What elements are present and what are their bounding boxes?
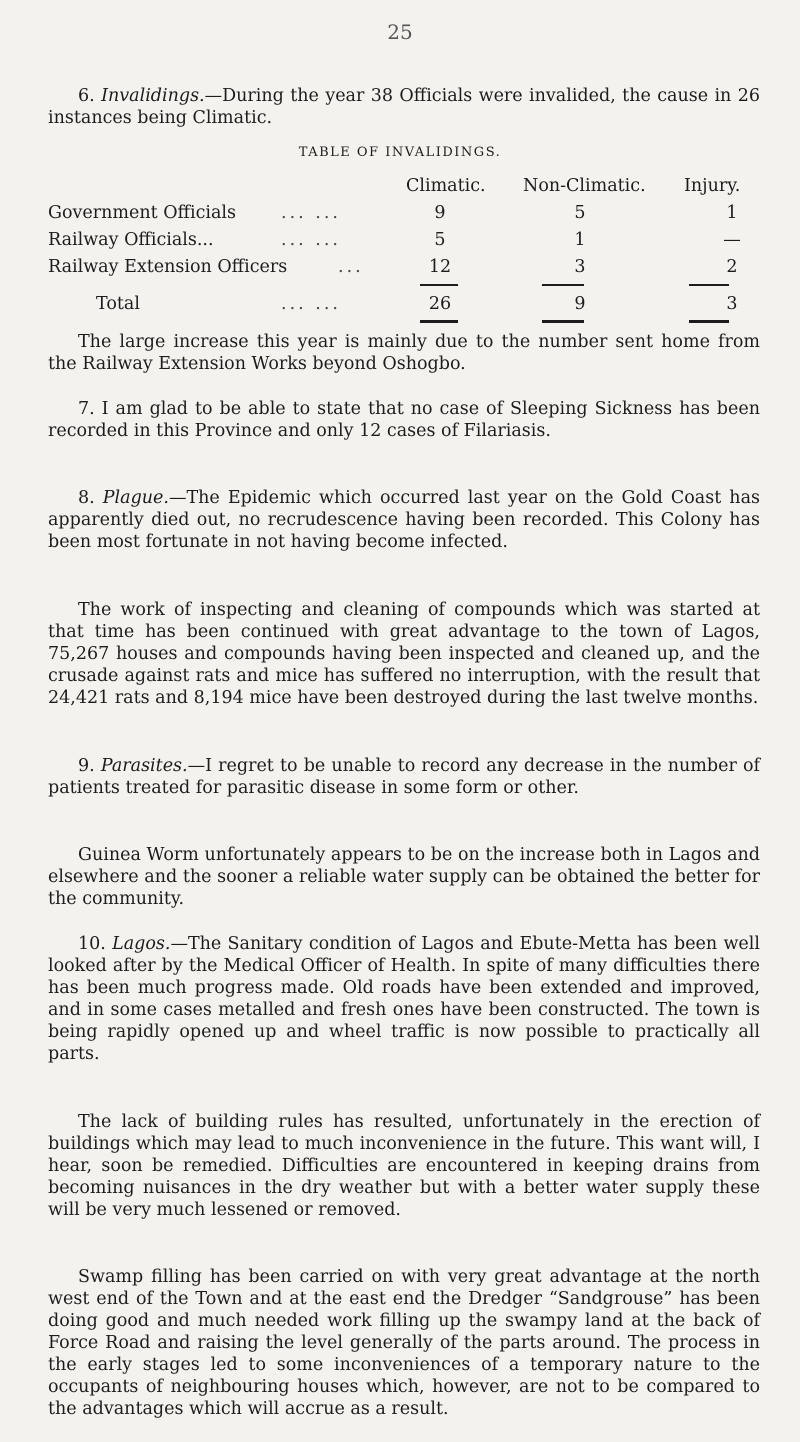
total-non-climatic: 9 <box>574 294 586 314</box>
plague-paragraph-2: The work of inspecting and cleaning of compounds which was started at that time has been continued with great advantage to the town of Lagos, 75,267 houses and compounds having been inspected and cleaned up, and the crusade against rats and mice has suffered no interruption, with the result that 24,421 rats and 8,194 mice have been destroyed during the last twelve months. <box>48 600 760 708</box>
cell-non-climatic: 1 <box>574 230 586 250</box>
section-9-parasites <box>48 755 760 799</box>
page-number: 25 <box>387 20 413 44</box>
section-number: 9. <box>78 756 95 776</box>
row-label: Government Officials <box>48 203 236 223</box>
cell-climatic: 12 <box>428 257 452 277</box>
section-number: 10. <box>78 934 106 954</box>
col-header-non-climatic: Non-Climatic. <box>523 176 646 196</box>
section-text: —During the year 38 Officials were invalided, the cause in 26 instances being Climatic. <box>48 86 760 128</box>
section-8-plague <box>48 487 760 553</box>
lagos-paragraph-3: Swamp filling has been carried on with very great advantage at the north west end of the Town and at the east end the Dredger “Sandgrouse” has been doing good and much needed work filling up the swampy land at the back of Force Road and raising the level generally of the parts around. The process in the early stages led to some inconveniences of a temporary nature to the occupants of neighbouring houses which, however, are not to be compared to the advantages which will accrue as a result. <box>48 1267 760 1419</box>
section-7-sleeping-sickness: 7. I am glad to be able to state that no case of Sleeping Sickness has been recorded in this Province and only 12 cases of Filariasis. <box>48 399 760 441</box>
row-label: Railway Officials... <box>48 230 214 250</box>
lagos-paragraph-2: The lack of building rules has resulted, unfortunately in the erection of buildings which may lead to much inconvenience in the future. This want will, I hear, soon be remedied. Difficulties are encountered in keeping drains from becoming nuisances in the dry weather but with a better water supply these will be very much lessened or removed. <box>48 1112 760 1220</box>
section-heading: Invalidings. <box>101 86 205 106</box>
subtotal-rule-injury <box>689 284 729 286</box>
section-text: —I regret to be unable to record any decrease in the number of patients treated for parasitic disease in some form or other. <box>48 756 760 798</box>
cell-non-climatic: 3 <box>574 257 586 277</box>
leader-dots: ... ... <box>281 203 341 223</box>
subtotal-rule-non-climatic <box>542 284 584 286</box>
subtotal-rule-climatic <box>420 284 458 286</box>
total-climatic: 26 <box>428 294 452 314</box>
cell-climatic: 9 <box>434 203 446 223</box>
section-text: —The Epidemic which occurred last year on the Gold Coast has apparently died out, no recrudescence having been recorded. This Colony has been most fortunate in not having become infected. <box>48 488 760 552</box>
leader-dots: ... <box>338 257 364 277</box>
section-text: —The Sanitary condition of Lagos and Ebute-Metta has been well looked after by the Medical Officer of Health. In spite of many difficulties there has been much progress made. Old roads have been extended and improved, and in some cases metalled and fresh ones have been constructed. The town is being rapidly opened up and wheel traffic is now possible to practically all parts. <box>48 934 760 1064</box>
col-header-climatic: Climatic. <box>406 176 486 196</box>
cell-injury: — <box>723 230 741 250</box>
leader-dots: ... ... <box>281 294 341 314</box>
table-caption: TABLE OF INVALIDINGS. <box>298 145 502 160</box>
parasites-paragraph-2: Guinea Worm unfortunately appears to be on the increase both in Lagos and elsewhere and the sooner a reliable water supply can be obtained the better for the community. <box>48 845 760 909</box>
cell-climatic: 5 <box>434 230 446 250</box>
table-header <box>48 176 760 200</box>
row-label: Railway Extension Officers <box>48 257 288 277</box>
total-rule-injury <box>689 320 729 323</box>
section-number: 6. <box>78 86 95 106</box>
section-heading: Lagos. <box>112 934 171 954</box>
section-heading: Parasites. <box>100 756 188 776</box>
col-header-injury: Injury. <box>684 176 741 196</box>
total-label: Total <box>96 294 140 314</box>
total-rule-climatic <box>420 320 458 323</box>
section-heading: Plague. <box>102 488 169 508</box>
table-row <box>48 203 760 227</box>
cell-injury: 2 <box>726 257 738 277</box>
total-rule-non-climatic <box>542 320 584 323</box>
table-total-row <box>48 294 760 318</box>
total-injury: 3 <box>726 294 738 314</box>
table-row <box>48 230 760 254</box>
leader-dots: ... ... <box>281 230 341 250</box>
cell-injury: 1 <box>726 203 738 223</box>
table-commentary: The large increase this year is mainly due to the number sent home from the Railway Extension Works beyond Oshogbo. <box>48 332 760 374</box>
section-10-lagos <box>48 933 760 1065</box>
section-number: 8. <box>78 488 95 508</box>
table-row <box>48 257 760 281</box>
section-6-invalidings <box>48 85 760 129</box>
cell-non-climatic: 5 <box>574 203 586 223</box>
